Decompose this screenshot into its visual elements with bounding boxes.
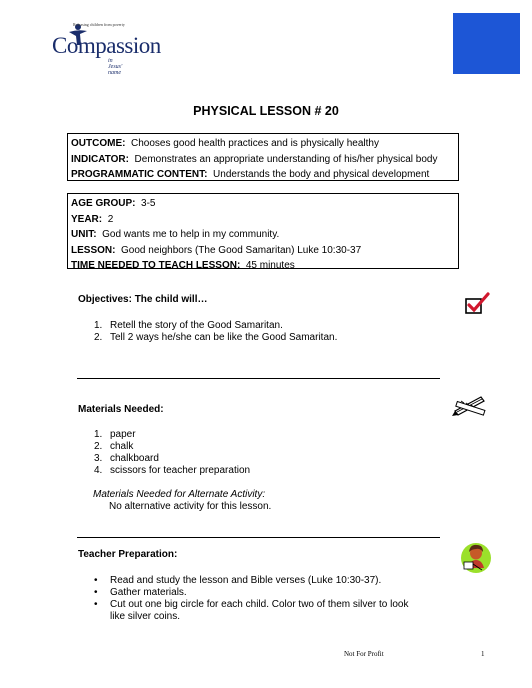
alternate-materials-heading: Materials Needed for Alternate Activity: <box>93 489 266 500</box>
list-item: • Gather materials. <box>94 587 187 598</box>
checkbox-check-icon <box>464 292 490 316</box>
teacher-prep-list <box>94 575 408 623</box>
unit-text: God wants me to help in my community. <box>102 229 280 240</box>
objectives-list <box>94 320 337 344</box>
lesson-info-box <box>67 193 459 269</box>
pencil-ruler-icon <box>451 391 487 417</box>
lesson-label: LESSON: <box>71 244 116 256</box>
age-group-label: AGE GROUP: <box>71 198 136 209</box>
teacher-icon <box>460 540 492 576</box>
page-number: 1 <box>481 650 485 658</box>
outcome-label: OUTCOME: <box>71 138 126 149</box>
programmatic-content-text: Understands the body and physical development <box>213 169 430 180</box>
list-item: 4. scissors for teacher preparation <box>94 465 251 476</box>
list-item: 1. Retell the story of the Good Samaritan. <box>94 320 283 331</box>
year-row <box>71 212 458 228</box>
indicator-label: INDICATOR: <box>71 153 129 165</box>
logo-subtitle: in Jesus' name <box>108 58 123 76</box>
alternate-materials-text: No alternative activity for this lesson. <box>109 501 272 512</box>
logo-tagline: Releasing children from poverty <box>73 22 125 27</box>
time-needed-text: 45 minutes <box>245 260 295 271</box>
list-item: 2. Tell 2 ways he/she can be like the Good Samaritan. <box>94 332 338 343</box>
indicator-text: Demonstrates an appropriate understanding of his/her physical body <box>134 153 438 165</box>
lesson-row <box>71 243 458 259</box>
not-for-profit-footer: Not For Profit <box>344 650 384 658</box>
indicator-row <box>71 152 458 168</box>
materials-heading: Materials Needed: <box>78 404 164 415</box>
year-label: YEAR: <box>71 213 103 225</box>
unit-row <box>71 227 458 243</box>
list-item: • Cut out one big circle for each child. Color two of them silver to look like silver coins. <box>94 599 409 622</box>
objectives-heading: Objectives: The child will… <box>78 294 208 305</box>
programmatic-content-row <box>71 167 458 183</box>
age-group-text: 3-5 <box>141 198 156 209</box>
list-item: 3. chalkboard <box>94 453 159 464</box>
year-text: 2 <box>107 213 114 225</box>
list-item: 2. chalk <box>94 441 134 452</box>
materials-list <box>94 429 250 477</box>
age-group-row <box>71 196 458 212</box>
page-title: PHYSICAL LESSON # 20 <box>193 104 339 118</box>
teacher-prep-heading: Teacher Preparation: <box>78 549 178 560</box>
outcome-text: Chooses good health practices and is physically healthy <box>131 138 379 149</box>
blue-decoration <box>453 13 520 74</box>
programmatic-content-label: PROGRAMMATIC CONTENT: <box>71 169 208 180</box>
time-needed-label: TIME NEEDED TO TEACH LESSON: <box>71 260 241 271</box>
unit-label: UNIT: <box>71 229 97 240</box>
list-item: 1. paper <box>94 429 136 440</box>
divider <box>77 378 440 379</box>
lesson-text: Good neighbors (The Good Samaritan) Luke 10:30-37 <box>121 244 362 256</box>
logo-wordmark: Compassion <box>52 33 161 58</box>
outcome-row <box>71 136 458 152</box>
divider <box>77 537 440 538</box>
time-needed-row <box>71 258 458 274</box>
list-item: • Read and study the lesson and Bible verses (Luke 10:30-37). <box>94 575 382 586</box>
outcome-box <box>67 133 459 181</box>
